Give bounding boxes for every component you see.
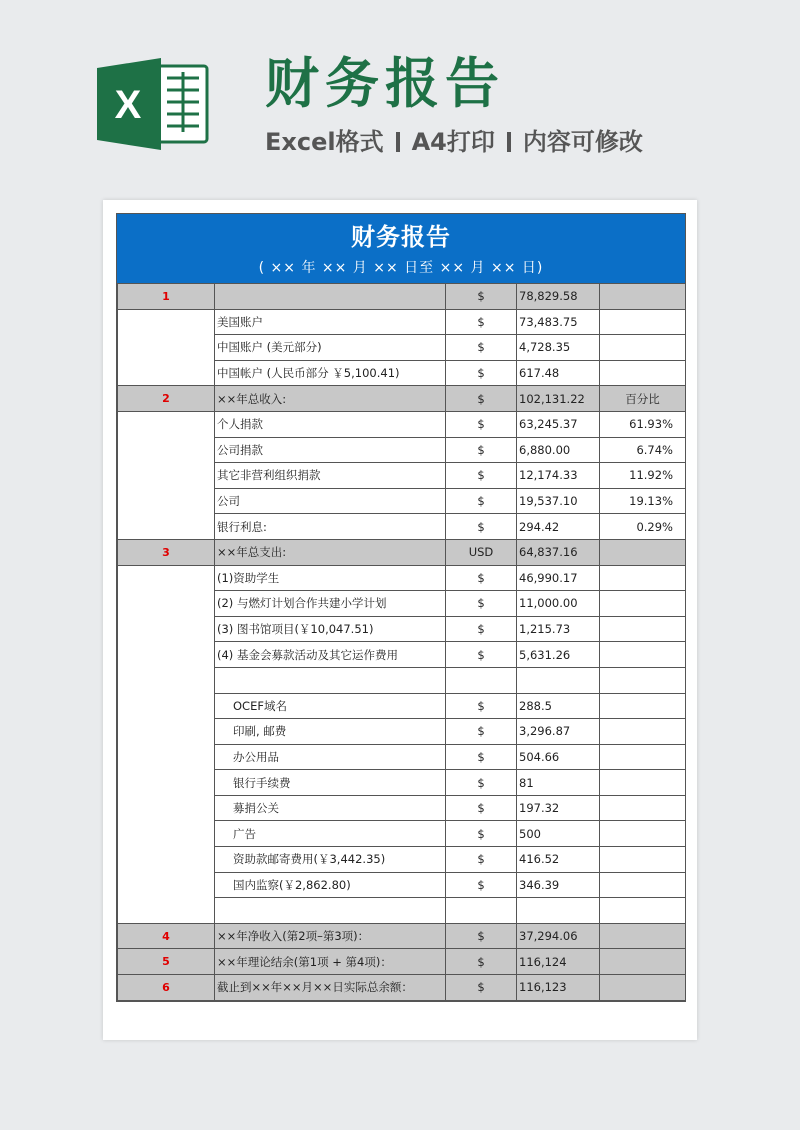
- row-currency: $: [446, 309, 517, 335]
- row-currency: $: [446, 847, 517, 873]
- report-banner: [117, 214, 685, 283]
- report-date-range: ( ×× 年 ×× 月 ×× 日至 ×× 月 ×× 日): [258, 260, 544, 276]
- row-label: ××年总收入:: [215, 386, 446, 412]
- excel-logo-icon: [97, 58, 209, 150]
- row-number: [118, 463, 215, 489]
- row-percent: [600, 284, 686, 310]
- table-row: [118, 360, 686, 386]
- row-percent: 6.74%: [600, 437, 686, 463]
- row-percent: [600, 923, 686, 949]
- table-row: [118, 616, 686, 642]
- row-currency: $: [446, 821, 517, 847]
- row-currency: $: [446, 591, 517, 617]
- row-amount: 64,837.16: [517, 539, 600, 565]
- svg-text:X: X: [114, 83, 142, 127]
- row-percent: [600, 898, 686, 924]
- row-label: 银行手续费: [215, 770, 446, 796]
- row-percent: [600, 719, 686, 745]
- row-label: 中国账户 (美元部分): [215, 335, 446, 361]
- row-label: (3) 图书馆项目(￥10,047.51): [215, 616, 446, 642]
- row-amount: 500: [517, 821, 600, 847]
- row-number: [118, 360, 215, 386]
- row-label: 个人捐款: [215, 411, 446, 437]
- row-amount: 197.32: [517, 795, 600, 821]
- row-number: 1: [118, 284, 215, 310]
- table-row: [118, 335, 686, 361]
- row-currency: $: [446, 437, 517, 463]
- row-percent: 百分比: [600, 386, 686, 412]
- row-number: 3: [118, 539, 215, 565]
- row-currency: $: [446, 360, 517, 386]
- row-amount: 19,537.10: [517, 488, 600, 514]
- table-row: [118, 386, 686, 412]
- row-label: OCEF域名: [215, 693, 446, 719]
- row-currency: $: [446, 744, 517, 770]
- row-currency: [446, 898, 517, 924]
- row-percent: 0.29%: [600, 514, 686, 540]
- row-amount: 504.66: [517, 744, 600, 770]
- row-currency: $: [446, 642, 517, 668]
- row-amount: 73,483.75: [517, 309, 600, 335]
- table-row: [118, 488, 686, 514]
- row-percent: [600, 949, 686, 975]
- row-currency: $: [446, 949, 517, 975]
- row-number: 2: [118, 386, 215, 412]
- row-number: [118, 514, 215, 540]
- row-number: [118, 642, 215, 668]
- row-currency: $: [446, 284, 517, 310]
- table-row: [118, 463, 686, 489]
- row-label: 中国帐户 (人民币部分 ￥5,100.41): [215, 360, 446, 386]
- row-number: 4: [118, 923, 215, 949]
- row-currency: $: [446, 719, 517, 745]
- row-percent: [600, 847, 686, 873]
- row-number: [118, 872, 215, 898]
- row-currency: $: [446, 616, 517, 642]
- row-amount: 617.48: [517, 360, 600, 386]
- row-amount: 63,245.37: [517, 411, 600, 437]
- page-subtitle: [265, 126, 643, 158]
- row-label: 其它非营利组织捐款: [215, 463, 446, 489]
- row-number: [118, 821, 215, 847]
- row-label: (1)资助学生: [215, 565, 446, 591]
- table-row: [118, 719, 686, 745]
- row-label: ××年理论结余(第1项 + 第4项)：: [215, 949, 446, 975]
- table-row: [118, 437, 686, 463]
- table-row: [118, 795, 686, 821]
- row-percent: [600, 309, 686, 335]
- table-row: [118, 642, 686, 668]
- row-number: [118, 591, 215, 617]
- row-percent: 19.13%: [600, 488, 686, 514]
- row-percent: [600, 795, 686, 821]
- row-number: 5: [118, 949, 215, 975]
- row-amount: 288.5: [517, 693, 600, 719]
- table-row: [118, 872, 686, 898]
- row-amount: 12,174.33: [517, 463, 600, 489]
- table-row: [118, 284, 686, 310]
- row-amount: 116,123: [517, 975, 600, 1001]
- row-percent: [600, 565, 686, 591]
- row-percent: [600, 667, 686, 693]
- report-document: [116, 213, 686, 1002]
- row-currency: $: [446, 488, 517, 514]
- table-row: [118, 667, 686, 693]
- row-currency: $: [446, 411, 517, 437]
- row-amount: 11,000.00: [517, 591, 600, 617]
- row-percent: [600, 539, 686, 565]
- row-amount: 294.42: [517, 514, 600, 540]
- row-number: [118, 770, 215, 796]
- row-number: [118, 309, 215, 335]
- row-currency: $: [446, 795, 517, 821]
- table-row: [118, 514, 686, 540]
- row-amount: [517, 667, 600, 693]
- separator-bar: [507, 132, 511, 152]
- row-label: 印刷, 邮费: [215, 719, 446, 745]
- row-amount: 78,829.58: [517, 284, 600, 310]
- row-number: 6: [118, 975, 215, 1001]
- row-number: [118, 437, 215, 463]
- row-currency: $: [446, 463, 517, 489]
- row-currency: $: [446, 770, 517, 796]
- row-currency: $: [446, 335, 517, 361]
- report-title: 财务报告: [351, 223, 451, 251]
- row-amount: 81: [517, 770, 600, 796]
- row-percent: [600, 821, 686, 847]
- row-currency: $: [446, 386, 517, 412]
- row-percent: [600, 872, 686, 898]
- row-percent: [600, 642, 686, 668]
- row-label: [215, 898, 446, 924]
- row-percent: [600, 335, 686, 361]
- table-row: [118, 539, 686, 565]
- row-number: [118, 898, 215, 924]
- row-number: [118, 719, 215, 745]
- row-label: (4) 基金会募款活动及其它运作费用: [215, 642, 446, 668]
- row-currency: [446, 667, 517, 693]
- row-label: 美国账户: [215, 309, 446, 335]
- table-row: [118, 975, 686, 1001]
- row-amount: 102,131.22: [517, 386, 600, 412]
- table-row: [118, 949, 686, 975]
- page-title: 财务报告: [265, 52, 505, 115]
- row-amount: 116,124: [517, 949, 600, 975]
- row-label: 银行利息:: [215, 514, 446, 540]
- row-amount: 5,631.26: [517, 642, 600, 668]
- row-label: [215, 284, 446, 310]
- row-currency: $: [446, 514, 517, 540]
- row-currency: $: [446, 872, 517, 898]
- subtitle-editable: 内容可修改: [522, 128, 643, 156]
- row-percent: 61.93%: [600, 411, 686, 437]
- row-currency: $: [446, 923, 517, 949]
- row-label: ××年净收入(第2项–第3项)：: [215, 923, 446, 949]
- row-label: [215, 667, 446, 693]
- table-row: [118, 693, 686, 719]
- row-number: [118, 411, 215, 437]
- table-row: [118, 770, 686, 796]
- row-label: 广告: [215, 821, 446, 847]
- row-percent: [600, 770, 686, 796]
- row-number: [118, 616, 215, 642]
- row-label: 资助款邮寄费用(￥3,442.35): [215, 847, 446, 873]
- row-label: 截止到××年××月××日实际总余额：: [215, 975, 446, 1001]
- row-percent: [600, 975, 686, 1001]
- row-number: [118, 693, 215, 719]
- row-percent: [600, 591, 686, 617]
- subtitle-print: A4打印: [411, 128, 495, 156]
- table-row: [118, 821, 686, 847]
- row-number: [118, 744, 215, 770]
- row-number: [118, 847, 215, 873]
- row-label: 公司捐款: [215, 437, 446, 463]
- table-row: [118, 591, 686, 617]
- row-number: [118, 565, 215, 591]
- row-amount: 3,296.87: [517, 719, 600, 745]
- table-row: [118, 411, 686, 437]
- row-currency: $: [446, 693, 517, 719]
- row-label: 国内监察(￥2,862.80): [215, 872, 446, 898]
- row-label: 募捐公关: [215, 795, 446, 821]
- row-currency: USD: [446, 539, 517, 565]
- row-number: [118, 335, 215, 361]
- separator-bar: [396, 132, 400, 152]
- row-amount: 416.52: [517, 847, 600, 873]
- row-amount: [517, 898, 600, 924]
- row-amount: 6,880.00: [517, 437, 600, 463]
- table-row: [118, 744, 686, 770]
- row-amount: 46,990.17: [517, 565, 600, 591]
- row-label: ××年总支出:: [215, 539, 446, 565]
- table-row: [118, 847, 686, 873]
- report-table: [117, 283, 686, 1001]
- row-amount: 346.39: [517, 872, 600, 898]
- row-amount: 37,294.06: [517, 923, 600, 949]
- row-percent: 11.92%: [600, 463, 686, 489]
- table-row: [118, 923, 686, 949]
- row-label: 办公用品: [215, 744, 446, 770]
- row-percent: [600, 616, 686, 642]
- row-number: [118, 795, 215, 821]
- row-number: [118, 667, 215, 693]
- table-row: [118, 565, 686, 591]
- row-number: [118, 488, 215, 514]
- row-amount: 1,215.73: [517, 616, 600, 642]
- row-amount: 4,728.35: [517, 335, 600, 361]
- row-label: 公司: [215, 488, 446, 514]
- subtitle-format: Excel格式: [265, 128, 384, 156]
- row-label: (2) 与燃灯计划合作共建小学计划: [215, 591, 446, 617]
- table-row: [118, 309, 686, 335]
- row-currency: $: [446, 565, 517, 591]
- row-percent: [600, 744, 686, 770]
- table-row: [118, 898, 686, 924]
- spreadsheet-page: [103, 200, 697, 1040]
- row-currency: $: [446, 975, 517, 1001]
- row-percent: [600, 360, 686, 386]
- page-header: [0, 0, 800, 195]
- row-percent: [600, 693, 686, 719]
